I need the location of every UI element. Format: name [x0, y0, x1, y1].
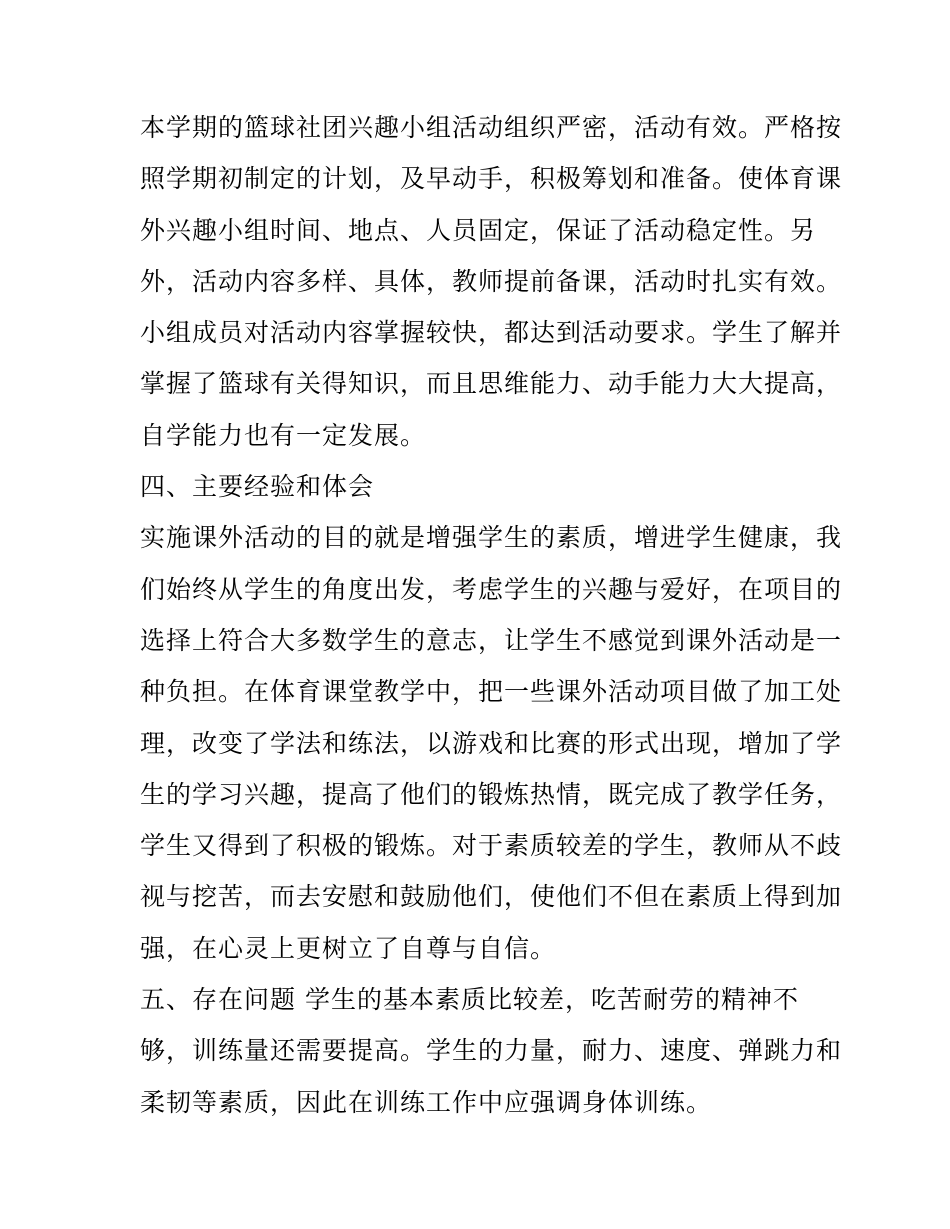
paragraph-line: 学生又得到了积极的锻炼。对于素质较差的学生，教师从不歧 — [140, 831, 843, 861]
paragraph-line: 实施课外活动的目的就是增强学生的素质，增进学生健康，我 — [140, 523, 843, 553]
paragraph-line: 生的学习兴趣，提高了他们的锻炼热情，既完成了教学任务， — [140, 779, 843, 809]
paragraph-line: 照学期初制定的计划，及早动手，积极筹划和准备。使体育课 — [140, 164, 843, 194]
paragraph-line: 理，改变了学法和练法，以游戏和比赛的形式出现，增加了学 — [140, 728, 843, 758]
paragraph-line: 掌握了篮球有关得知识，而且思维能力、动手能力大大提高， — [140, 369, 843, 399]
paragraph-line: 柔韧等素质，因此在训练工作中应强调身体训练。 — [140, 1087, 713, 1117]
paragraph-line: 小组成员对活动内容掌握较快，都达到活动要求。学生了解并 — [140, 318, 843, 348]
paragraph-line: 本学期的篮球社团兴趣小组活动组织严密，活动有效。严格按 — [140, 113, 843, 142]
section-heading: 四、主要经验和体会 — [140, 472, 375, 502]
paragraph-line: 自学能力也有一定发展。 — [140, 420, 427, 450]
section-heading: 五、存在问题 学生的基本素质比较差，吃苦耐劳的精神不 — [140, 985, 799, 1015]
document-body — [140, 102, 843, 1128]
paragraph-line: 们始终从学生的角度出发，考虑学生的兴趣与爱好，在项目的 — [140, 574, 843, 604]
paragraph-line: 选择上符合大多数学生的意志，让学生不感觉到课外活动是一 — [140, 625, 843, 655]
paragraph-line: 外，活动内容多样、具体，教师提前备课，活动时扎实有效。 — [140, 266, 843, 296]
paragraph-line: 强，在心灵上更树立了自尊与自信。 — [140, 933, 557, 963]
paragraph-line: 外兴趣小组时间、地点、人员固定，保证了活动稳定性。另 — [140, 215, 817, 245]
paragraph-line: 视与挖苦，而去安慰和鼓励他们，使他们不但在素质上得到加 — [140, 882, 843, 912]
paragraph-line: 够，训练量还需要提高。学生的力量，耐力、速度、弹跳力和 — [140, 1036, 843, 1066]
paragraph-line: 种负担。在体育课堂教学中，把一些课外活动项目做了加工处 — [140, 677, 843, 707]
